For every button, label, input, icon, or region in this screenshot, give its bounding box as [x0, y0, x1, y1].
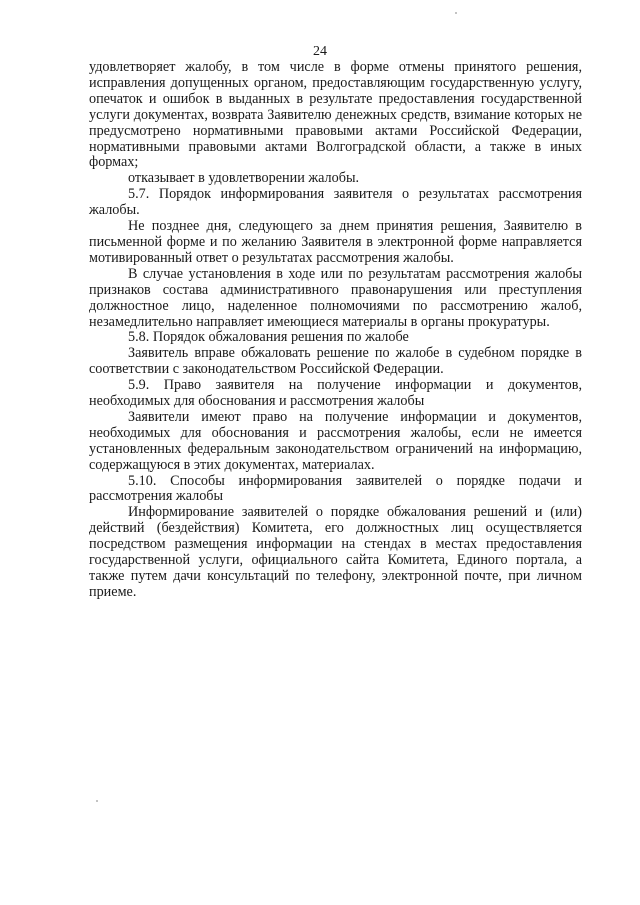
scan-speck: [455, 12, 457, 14]
paragraph-complaint-satisfaction: удовлетворяет жалобу, в том числе в форме отмены принятого решения, исправления допущенных органом, предоставляющим государственную услугу, опечаток и ошибок в выданных в результате предоставления государственной услуги документах, возврата Заявителю денежных средств, взимание которых не предусмотрено нормативными правовыми актами Российской Федерации, нормативными правовыми актами Волгоградской области, а также в иных формах;: [89, 59, 582, 171]
section-heading-5-10: 5.10. Способы информирования заявителей о порядке подачи и рассмотрения жалобы: [89, 472, 582, 505]
section-heading-5-7: 5.7. Порядок информирования заявителя о результатах рассмотрения жалобы.: [89, 186, 582, 219]
document-body: [89, 60, 582, 601]
page-number: 24: [313, 44, 327, 59]
paragraph-complaint-refusal: отказывает в удовлетворении жалобы.: [128, 170, 360, 187]
paragraph-information-right: Заявители имеют право на получение информации и документов, необходимых для обоснования и рассмотрения жалобы, если не имеется установленных федеральным законодательством ограничений на информацию, содержащуюся в этих документах, материалах.: [89, 408, 582, 473]
section-heading-5-9: 5.9. Право заявителя на получение информации и документов, необходимых для обоснования и рассмотрения жалобы: [89, 377, 582, 410]
paragraph-reasoned-answer: Не позднее дня, следующего за днем принятия решения, Заявителю в письменной форме и по желанию Заявителя в электронной форме направляется мотивированный ответ о результатах рассмотрения жалобы.: [89, 218, 582, 266]
scan-speck: [96, 800, 98, 802]
paragraph-court-appeal: Заявитель вправе обжаловать решение по жалобе в судебном порядке в соответствии с законодательством Российской Федерации.: [89, 345, 582, 378]
section-heading-5-8: 5.8. Порядок обжалования решения по жалобе: [128, 329, 409, 346]
paragraph-prosecutor-referral: В случае установления в ходе или по результатам рассмотрения жалобы признаков состава административного правонарушения или преступления должностное лицо, наделенное полномочиями по рассмотрению жалоб, незамедлительно направляет имеющиеся материалы в органы прокуратуры.: [89, 265, 582, 330]
paragraph-informing-methods: Информирование заявителей о порядке обжалования решений и (или) действий (бездействия) Комитета, его должностных лиц осуществляется посредством размещения информации на стендах в местах предоставления государственной услуги, официального сайта Комитета, Единого портала, а также путем дачи консультаций по телефону, электронной почте, при личном приеме.: [89, 504, 582, 600]
